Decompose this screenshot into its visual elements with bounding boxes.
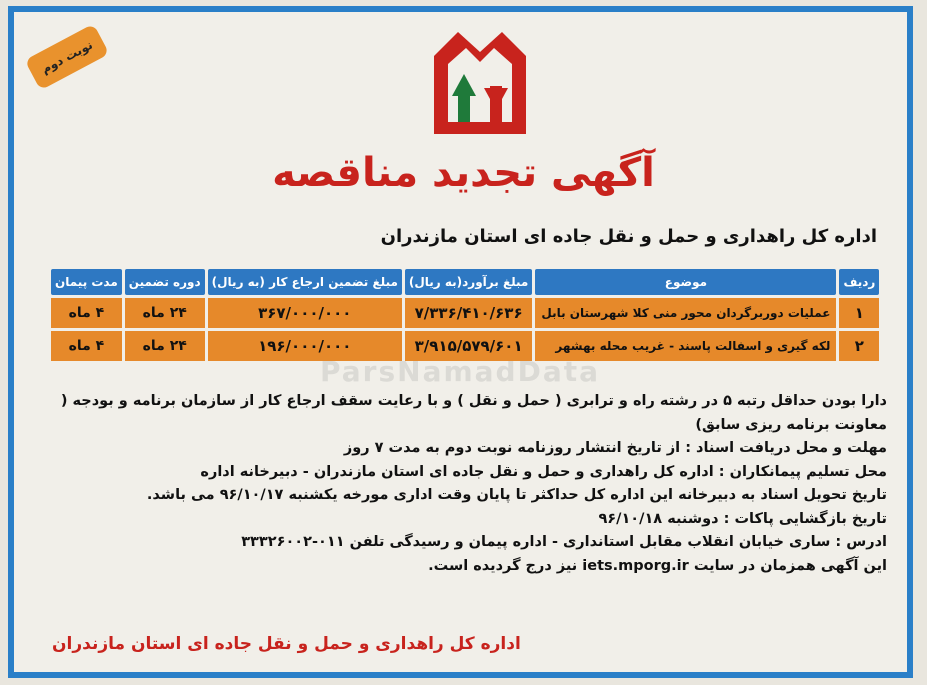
header-duration: مدت پیمان xyxy=(51,269,122,295)
address-text: ادرس : ساری خیابان انقلاب مقابل استانداری - اداره پیمان و رسیدگی تلفن ۰۱۱-۳۳۳۲۶۰۰۲ xyxy=(241,534,887,550)
insertion-badge: نوبت دوم xyxy=(25,24,110,91)
cell-guarantee-period: ۲۴ ماه xyxy=(125,298,205,328)
header-estimate: مبلغ برآورد(به ریال) xyxy=(405,269,532,295)
table-row xyxy=(51,298,879,328)
cell-guarantee: ۱۹۶/۰۰۰/۰۰۰ xyxy=(208,331,402,361)
footer-signature: اداره کل راهداری و حمل و نقل جاده ای استان مازندران xyxy=(52,634,521,654)
header-row-number: ردیف xyxy=(839,269,879,295)
cell-guarantee: ۳۶۷/۰۰۰/۰۰۰ xyxy=(208,298,402,328)
document-deadline-text: مهلت و محل دریافت اسناد : از تاریخ انتشار روزنامه نوبت دوم به مدت ۷ روز xyxy=(343,440,887,456)
header-guarantee-period: دوره تضمین xyxy=(125,269,205,295)
cell-estimate: ۷/۳۳۶/۴۱۰/۶۳۶ xyxy=(405,298,532,328)
road-maintenance-logo xyxy=(428,26,532,138)
cell-subject: عملیات دوربرگردان محور منی کلا شهرستان بابل xyxy=(535,298,836,328)
cell-estimate: ۳/۹۱۵/۵۷۹/۶۰۱ xyxy=(405,331,532,361)
website-text: این آگهی همزمان در سایت iets.mporg.ir نیز درج گردیده است. xyxy=(428,557,887,574)
notice-body xyxy=(37,390,887,578)
opening-date-text: تاریخ بازگشایی پاکات : دوشنبه ۹۶/۱۰/۱۸ xyxy=(598,510,887,527)
submission-place-text: محل تسلیم پیمانکاران : اداره کل راهداری و حمل و نقل جاده ای استان مازندران - دبیرخانه اداره xyxy=(200,463,887,480)
cell-row-number: ۲ xyxy=(839,331,879,361)
notice-title: آگهی تجدید مناقصه xyxy=(272,150,655,196)
header-subject: موضوع xyxy=(535,269,836,295)
cell-guarantee-period: ۲۴ ماه xyxy=(125,331,205,361)
cell-duration: ۴ ماه xyxy=(51,298,122,328)
cell-row-number: ۱ xyxy=(839,298,879,328)
table-header-row xyxy=(51,269,879,295)
delivery-date-text: تاریخ تحویل اسناد به دبیرخانه این اداره کل حداکثر تا پایان وقت اداری مورخه یکشنبه ۹۶/۱۰/۱۷ می باشد. xyxy=(146,487,887,503)
cell-duration: ۴ ماه xyxy=(51,331,122,361)
tender-table xyxy=(48,266,882,364)
header-guarantee: مبلغ تضمین ارجاع کار (به ریال) xyxy=(208,269,402,295)
cell-subject: لکه گیری و اسفالت پاسند - غریب محله بهشهر xyxy=(535,331,836,361)
eligibility-text: دارا بودن حداقل رتبه ۵ در رشته راه و ترابری ( حمل و نقل ) و با رعایت سقف ارجاع کار از سازمان برنامه و بودجه ( معاونت برنامه ریزی سابق) xyxy=(60,393,887,433)
organization-subtitle: اداره کل راهداری و حمل و نقل جاده ای استان مازندران xyxy=(380,226,877,247)
table-row xyxy=(51,331,879,361)
